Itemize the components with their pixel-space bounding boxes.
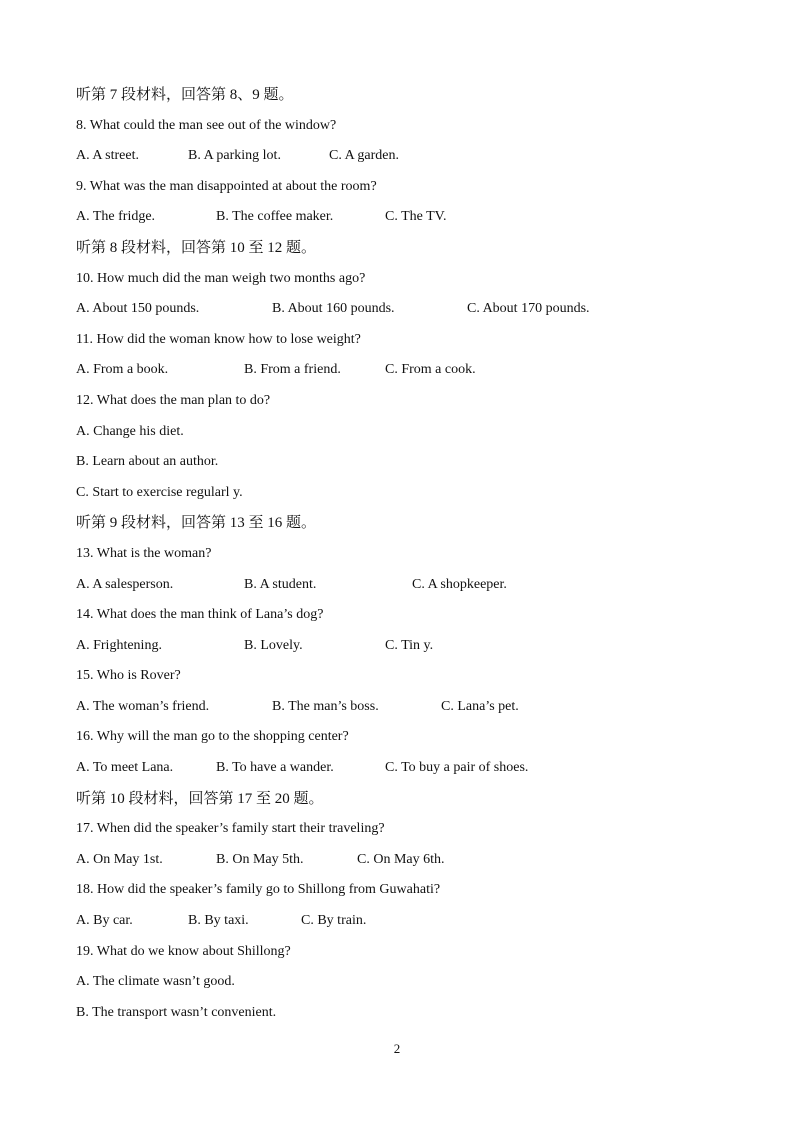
question: 13. What is the woman? [76, 545, 212, 561]
option: C. The TV. [385, 209, 447, 225]
option: B. Learn about an author. [76, 454, 219, 470]
question: 12. What does the man plan to do? [76, 392, 271, 408]
options-row [76, 910, 736, 941]
option: A. The woman’s friend. [76, 698, 210, 714]
option: A. On May 1st. [76, 851, 163, 867]
option: C. On May 6th. [357, 851, 445, 867]
question-list [76, 84, 736, 1032]
option: C. A shopkeeper. [412, 576, 507, 592]
option: C. About 170 pounds. [467, 301, 590, 317]
option: B. The transport wasn’t convenient. [76, 1004, 277, 1020]
section-heading: 听第 8 段材料，回答第 10 至 12 题。 [76, 239, 317, 256]
option: B. The man’s boss. [272, 698, 379, 714]
options-row [76, 696, 736, 727]
option: B. About 160 pounds. [272, 301, 395, 317]
option: B. By taxi. [188, 913, 249, 929]
options-row [76, 574, 736, 605]
question: 14. What does the man think of Lana’s dog? [76, 607, 324, 623]
options-row [76, 359, 736, 390]
option: B. The coffee maker. [216, 209, 334, 225]
option: A. About 150 pounds. [76, 301, 200, 317]
option: B. From a friend. [244, 362, 341, 378]
option: B. A student. [244, 576, 317, 592]
option: C. From a cook. [385, 362, 476, 378]
question: 9. What was the man disappointed at about the room? [76, 178, 377, 194]
option: C. Start to exercise regularl y. [76, 484, 243, 500]
option: A. The climate wasn’t good. [76, 974, 235, 990]
question: 10. How much did the man weigh two months ago? [76, 270, 366, 286]
option: C. Lana’s pet. [441, 698, 519, 714]
option: A. Frightening. [76, 637, 162, 653]
section-heading: 听第 9 段材料，回答第 13 至 16 题。 [76, 515, 317, 532]
option: C. By train. [301, 913, 367, 929]
option: B. On May 5th. [216, 851, 304, 867]
options-row [76, 849, 736, 880]
page-number: 2 [393, 1041, 401, 1056]
options-row [76, 206, 736, 237]
option: A. A street. [76, 148, 139, 164]
section-heading: 听第 7 段材料，回答第 8、9 题。 [76, 87, 294, 103]
question: 11. How did the woman know how to lose weight? [76, 331, 361, 347]
option: B. A parking lot. [188, 148, 281, 164]
option: A. Change his diet. [76, 423, 184, 439]
option: C. Tin y. [385, 637, 434, 653]
options-row [76, 145, 736, 176]
option: C. A garden. [329, 148, 399, 164]
question: 18. How did the speaker’s family go to Shillong from Guwahati? [76, 882, 441, 898]
question: 17. When did the speaker’s family start their traveling? [76, 821, 385, 837]
option: B. Lovely. [244, 637, 303, 653]
question: 15. Who is Rover? [76, 668, 181, 684]
option: A. A salesperson. [76, 576, 174, 592]
question: 8. What could the man see out of the window? [76, 117, 337, 133]
question: 16. Why will the man go to the shopping center? [76, 729, 349, 745]
question: 19. What do we know about Shillong? [76, 943, 291, 959]
option: B. To have a wander. [216, 760, 334, 776]
options-row [76, 757, 736, 788]
options-row [76, 635, 736, 666]
option: A. To meet Lana. [76, 760, 174, 776]
option: A. From a book. [76, 362, 169, 378]
section-heading: 听第 10 段材料，回答第 17 至 20 题。 [76, 790, 324, 807]
option: A. The fridge. [76, 209, 156, 225]
option: C. To buy a pair of shoes. [385, 760, 529, 776]
option: A. By car. [76, 913, 133, 929]
options-row [76, 298, 736, 329]
